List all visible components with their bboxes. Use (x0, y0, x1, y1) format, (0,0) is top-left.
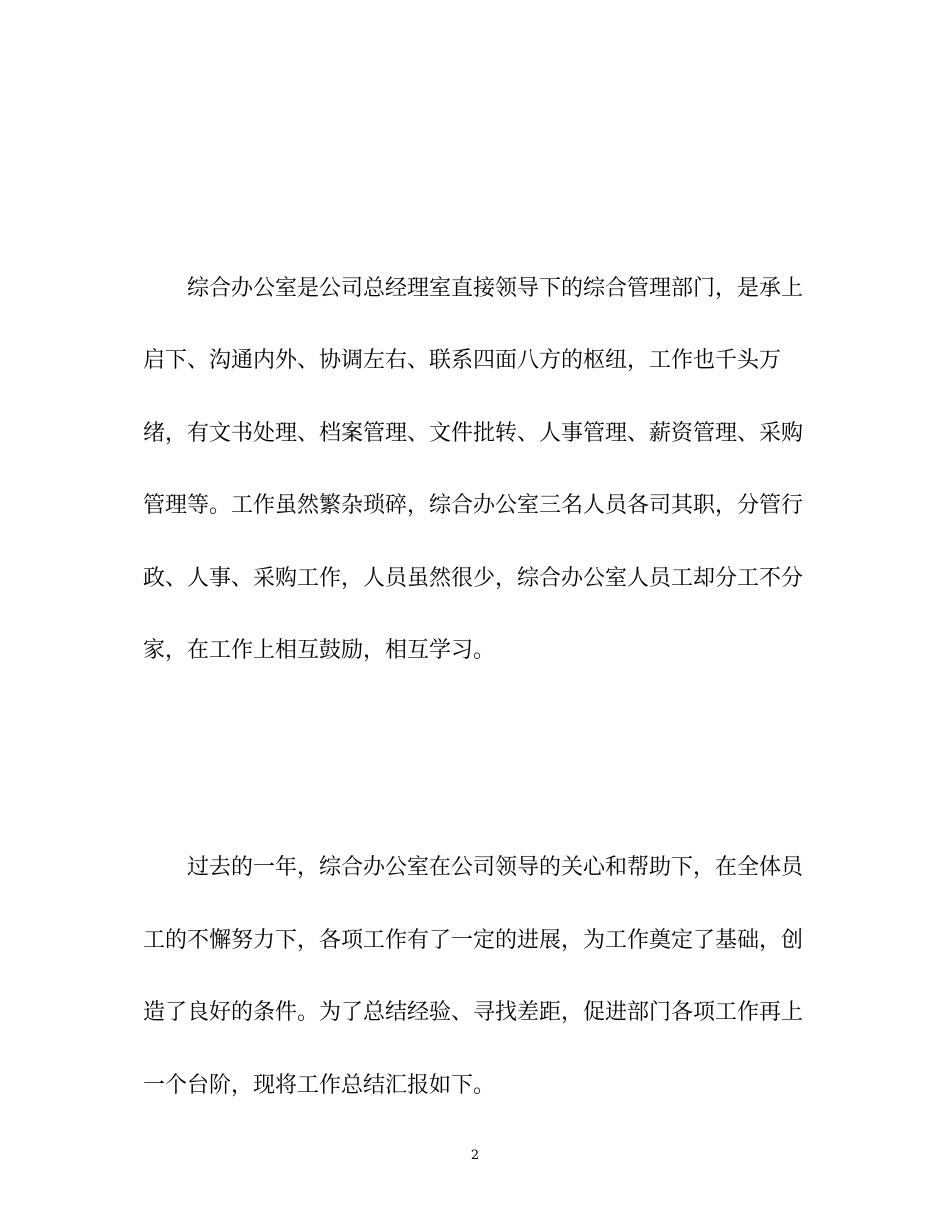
paragraph-1-line-3: 绪，有文书处理、档案管理、文件批转、人事管理、薪资管理、采购 (143, 421, 804, 446)
paragraph-1-line-2: 启下、沟通内外、协调左右、联系四面八方的枢纽，工作也千头万 (143, 348, 782, 373)
paragraph-2-line-1: 过去的一年，综合办公室在公司领导的关心和帮助下，在全体员 (143, 855, 804, 880)
page-number: 2 (470, 1148, 480, 1163)
paragraph-2-line-4: 一个台阶，现将工作总结汇报如下。 (143, 1073, 496, 1098)
paragraph-1-line-6: 家，在工作上相互鼓励，相互学习。 (143, 638, 496, 663)
paragraph-2-line-2: 工的不懈努力下，各项工作有了一定的进展，为工作奠定了基础，创 (143, 928, 804, 953)
paragraph-1-line-1: 综合办公室是公司总经理室直接领导下的综合管理部门，是承上 (143, 276, 804, 301)
paragraph-1-line-4: 管理等。工作虽然繁杂琐碎，综合办公室三名人员各司其职，分管行 (143, 493, 804, 518)
paragraph-1-line-5: 政、人事、采购工作，人员虽然很少，综合办公室人员工却分工不分 (143, 566, 804, 591)
paragraph-2-line-3: 造了良好的条件。为了总结经验、寻找差距，促进部门各项工作再上 (143, 1000, 804, 1025)
